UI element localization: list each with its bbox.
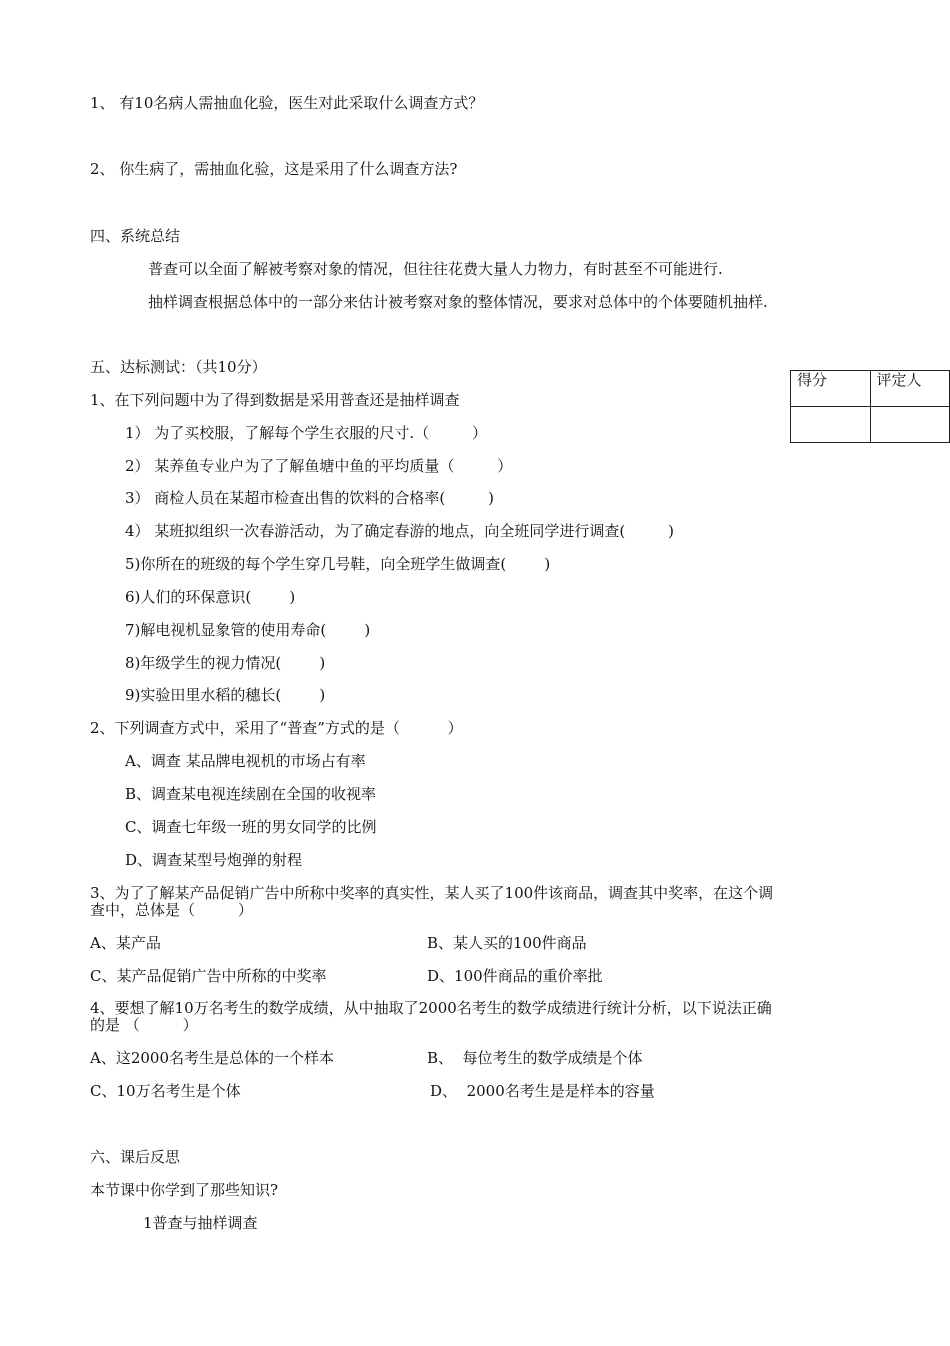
reflection-item-1: 1普查与抽样调查	[143, 1214, 258, 1232]
q3-option-c: C、某产品促销广告中所称的中奖率	[90, 967, 327, 985]
q4-stem-line-1: 4、要想了解10万名考生的数学成绩，从中抽取了2000名考生的数学成绩进行统计分析，以下说法正确	[90, 999, 772, 1017]
q1-item-3: 3） 商检人员在某超市检查出售的饮料的合格率( )	[125, 489, 494, 507]
summary-paragraph-2: 抽样调查根据总体中的一部分来估计被考察对象的整体情况，要求对总体中的个体要随机抽样.	[148, 293, 768, 311]
q4-option-b: B、 每位考生的数学成绩是个体	[427, 1049, 643, 1067]
q3-option-d: D、100件商品的重价率批	[427, 967, 603, 985]
q1-item-7: 7)解电视机显象管的使用寿命( )	[125, 621, 371, 639]
q4-option-a: A、这2000名考生是总体的一个样本	[90, 1049, 335, 1067]
q2-stem: 2、下列调查方式中，采用了“普查”方式的是（ ）	[90, 719, 463, 737]
q3-option-a: A、某产品	[90, 934, 161, 952]
pre-question-1: 1、 有10名病人需抽血化验，医生对此采取什么调查方式？	[90, 94, 484, 112]
q1-item-4: 4） 某班拟组织一次春游活动，为了确定春游的地点，向全班同学进行调查( )	[125, 522, 674, 540]
test-heading: 五、达标测试：（共10分）	[90, 358, 267, 376]
q1-item-9: 9)实验田里水稻的穗长( )	[125, 686, 326, 704]
score-header: 得分	[791, 371, 871, 407]
q1-item-2: 2） 某养鱼专业户为了了解鱼塘中鱼的平均质量（ ）	[125, 457, 513, 475]
score-table	[790, 370, 950, 443]
q2-option-d: D、调查某型号炮弹的射程	[125, 851, 303, 869]
q4-option-d: D、 2000名考生是是样本的容量	[430, 1082, 655, 1100]
summary-heading: 四、系统总结	[90, 227, 181, 245]
summary-paragraph-1: 普查可以全面了解被考察对象的情况，但往往花费大量人力物力，有时甚至不可能进行.	[148, 260, 723, 278]
q4-stem-line-2: 的是 （ ）	[90, 1016, 198, 1034]
q1-item-1: 1） 为了买校服，了解每个学生衣服的尺寸.（ ）	[125, 424, 487, 442]
q4-option-c: C、10万名考生是个体	[90, 1082, 241, 1100]
score-cell	[791, 407, 871, 443]
reflection-question: 本节课中你学到了那些知识?	[90, 1181, 279, 1199]
q1-stem: 1、在下列问题中为了得到数据是采用普查还是抽样调查	[90, 391, 460, 409]
q1-item-6: 6)人们的环保意识( )	[125, 588, 296, 606]
reflection-heading: 六、课后反思	[90, 1148, 181, 1166]
q1-item-8: 8)年级学生的视力情况( )	[125, 654, 326, 672]
grader-header: 评定人	[870, 371, 950, 407]
q3-stem-line-1: 3、为了了解某产品促销广告中所称中奖率的真实性，某人买了100件该商品，调查其中奖率，在这个调	[90, 884, 774, 902]
q2-option-b: B、调查某电视连续剧在全国的收视率	[125, 785, 377, 803]
grader-cell	[870, 407, 950, 443]
q3-option-b: B、某人买的100件商品	[427, 934, 587, 952]
q2-option-a: A、调查 某品牌电视机的市场占有率	[125, 752, 366, 770]
q3-stem-line-2: 查中，总体是（ ）	[90, 901, 253, 919]
q2-option-c: C、调查七年级一班的男女同学的比例	[125, 818, 377, 836]
q1-item-5: 5)你所在的班级的每个学生穿几号鞋，向全班学生做调查( )	[125, 555, 551, 573]
pre-question-2: 2、 你生病了，需抽血化验，这是采用了什么调查方法?	[90, 160, 458, 178]
